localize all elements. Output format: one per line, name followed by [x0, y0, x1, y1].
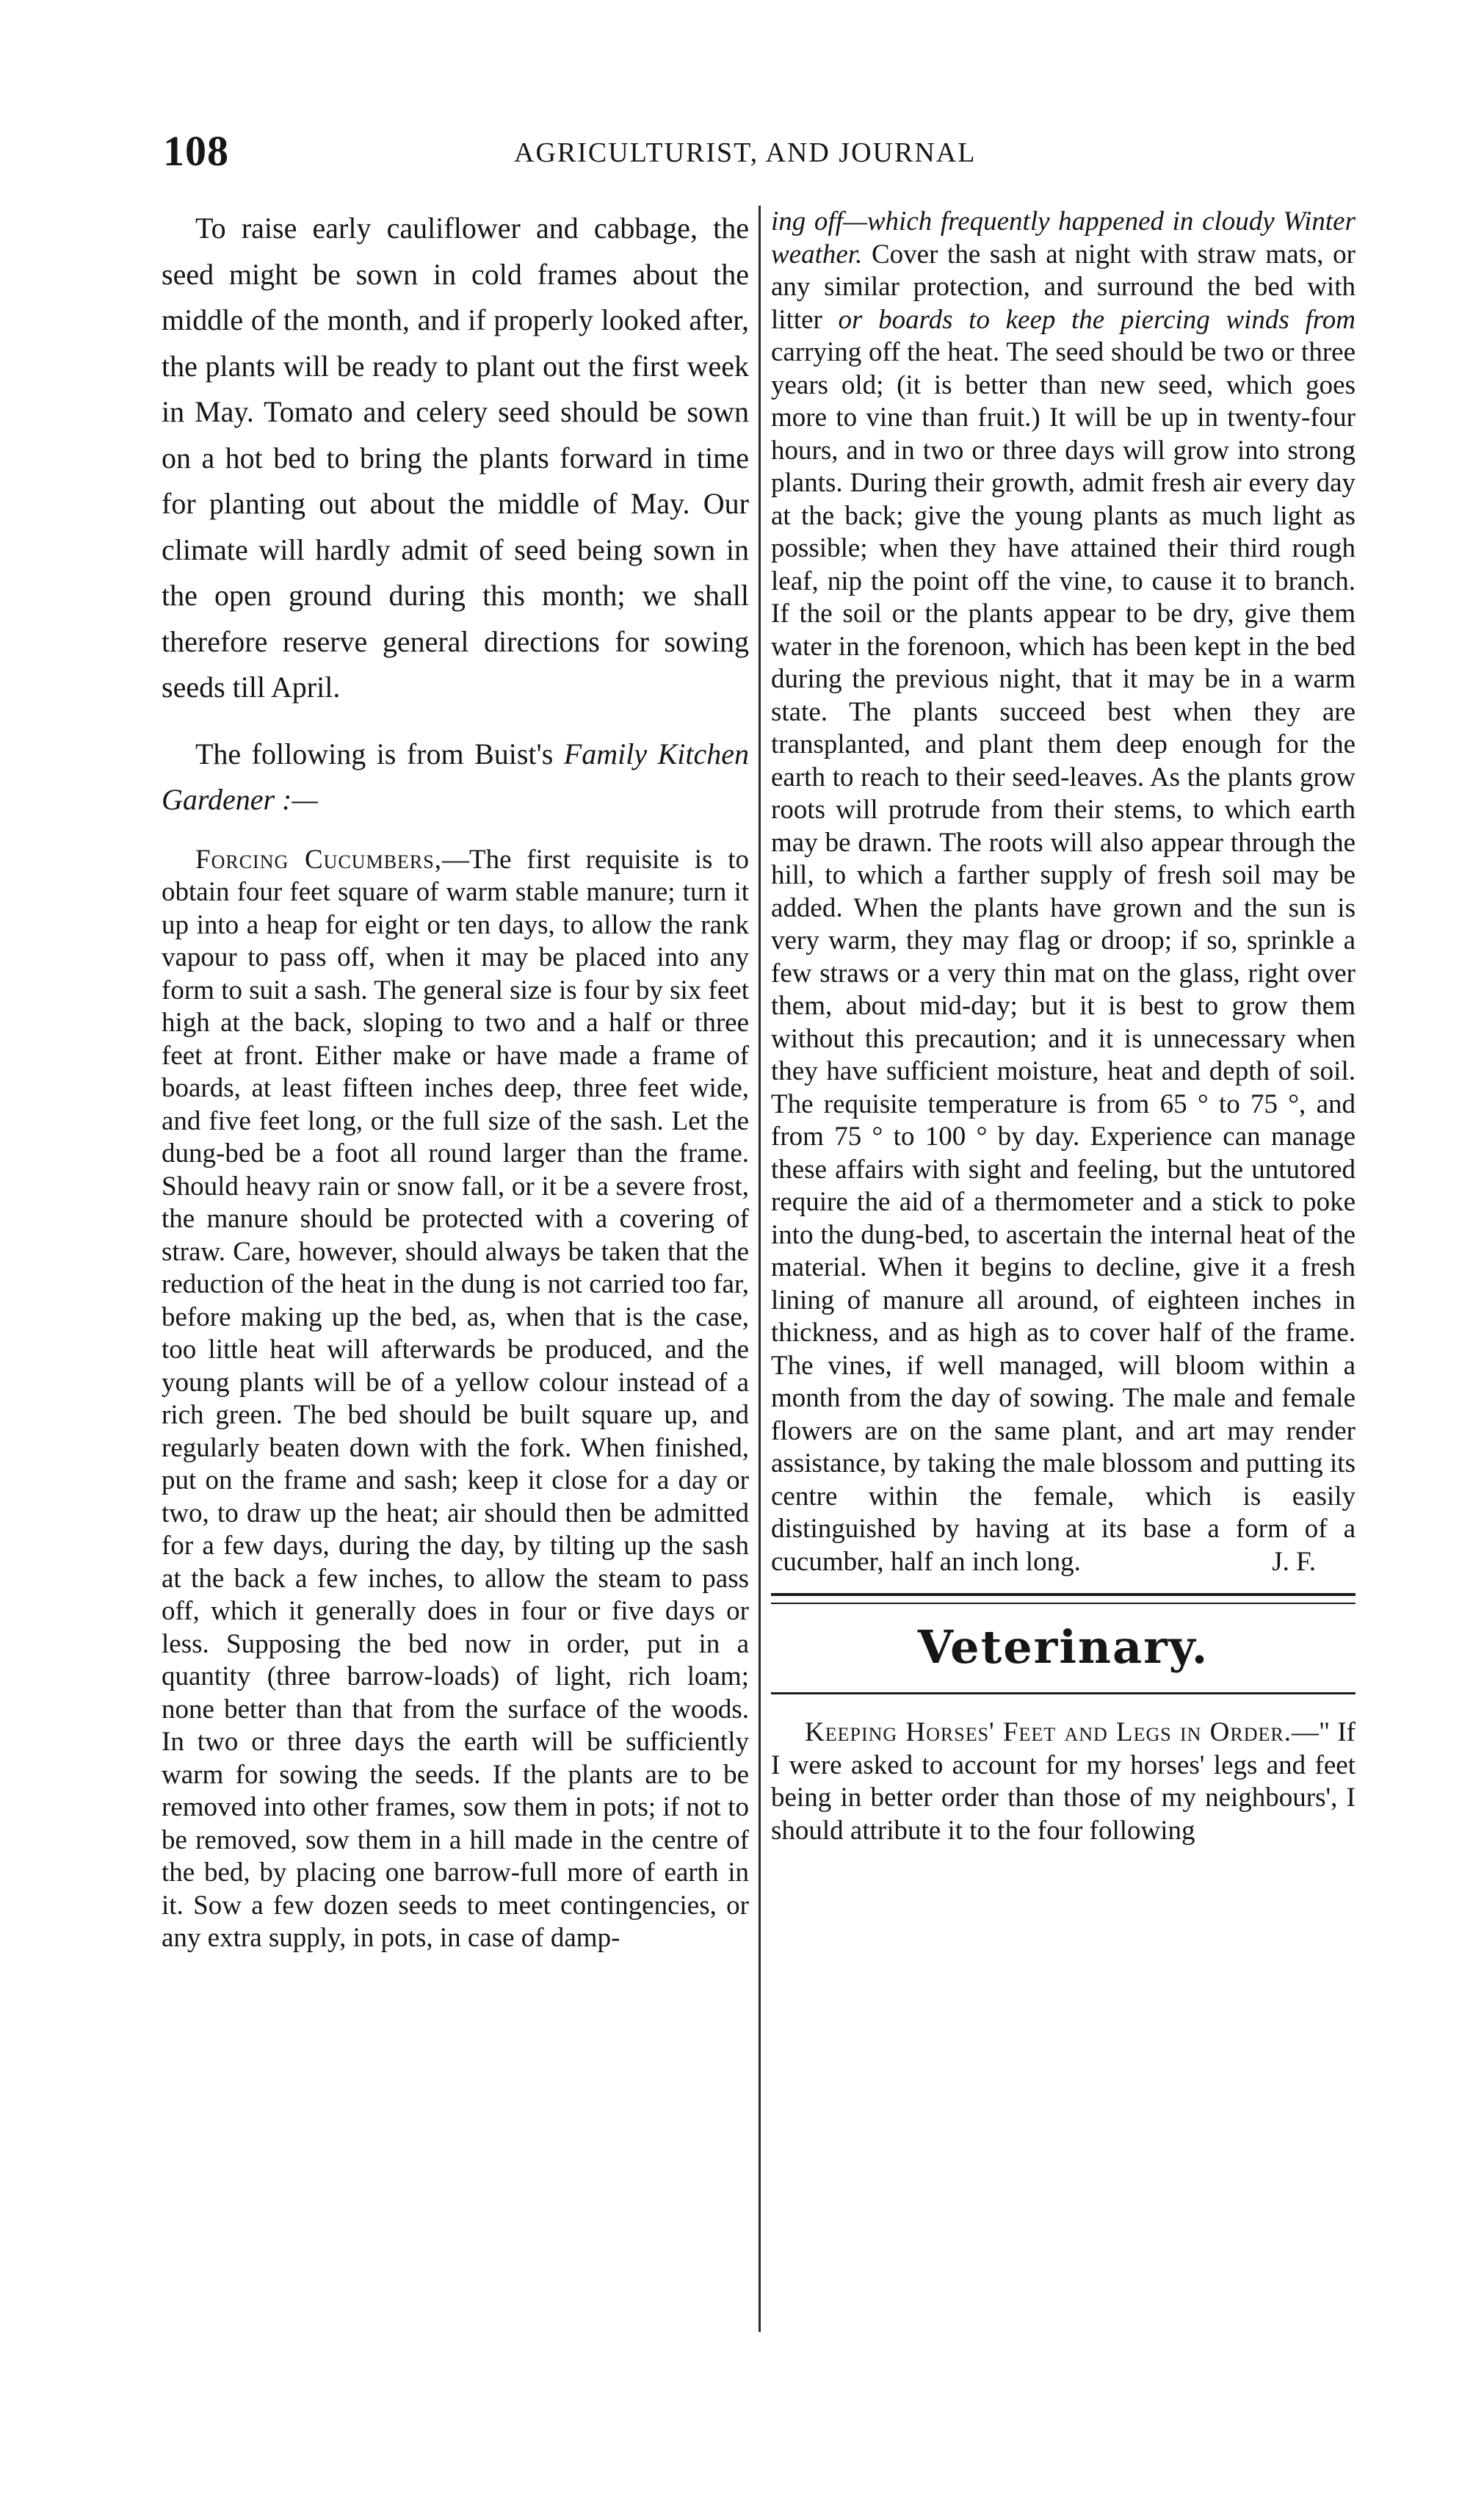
right-column — [771, 206, 1355, 1847]
column-divider — [759, 206, 761, 2332]
forcing-cucumbers-heading: Forcing Cucumbers, — [195, 844, 442, 875]
book-title: Family Kitchen Gardener :— — [162, 737, 749, 816]
forcing-cucumbers-body: —The first requisite is to obtain four feet square of warm stable manure; turn it up into a heap for eight or ten days, to allow the rank vapour to pass off, when it may be placed into any form to suit a sash. The general size is four by six feet high at the back, sloping to two and a half or three feet at front. Either make or have made a frame of boards, at least fifteen inches deep, three feet wide, and five feet long, or the full size of the sash. Let the dung-bed be a foot all round larger than the frame. Should heavy rain or snow fall, or it be a severe frost, the manure should be protected with a covering of straw. Care, however, should always be taken that the reduction of the heat in the dung is not carried too far, before making up the bed, as, when that is the case, too little heat will afterwards be produced, and the young plants will be of a yellow colour instead of a rich green. The bed should be built square up, and regularly beaten down with the fork. When finished, put on the frame and sash; keep it close for a day or two, to draw up the heat; air should then be admitted for a few days, during the day, by tilting up the sash at the back a few inches, to allow the steam to pass off, which it generally does in four or five days or less. Supposing the bed now in order, put in a quantity (three barrow-loads) of light, rich loam; none better than that from the surface of the woods. In two or three days the earth will be sufficiently warm for sowing the seeds. If the plants are to be removed into other frames, sow them in pots; if not to be removed, sow them in a hill made in the centre of the bed, by placing one barrow-full more of earth in it. Sow a few dozen seeds to meet contingencies, or any extra supply, in pots, in case of damp- — [162, 844, 749, 1953]
buist-intro-text: The following is from Buist's — [195, 737, 564, 770]
veterinary-section-title: Veterinary. — [917, 1620, 1209, 1674]
horses-feet-body: —" If I were asked to account for my horses' legs and feet being in better order than those of my neighbours', I should attribute it to the four following — [771, 1717, 1355, 1846]
page-number: 108 — [163, 127, 229, 175]
horses-feet-paragraph — [771, 1716, 1355, 1847]
section-rule — [771, 1692, 1355, 1694]
cucumber-continuation-paragraph — [771, 206, 1355, 1578]
horses-feet-heading: Keeping Horses' Feet and Legs in Order. — [805, 1717, 1292, 1747]
buist-intro-paragraph — [162, 732, 749, 823]
continuation-middle: Cover the sash at night with straw mats, or any similar protection, and surround the bed with litter — [771, 239, 1355, 335]
left-column — [162, 206, 749, 1955]
continuation-italic-opening: ing off—which frequently happened in cloudy Winter weather. — [771, 206, 1355, 270]
section-double-rule — [771, 1593, 1355, 1604]
cauliflower-paragraph: To raise early cauliflower and cabbage, the seed might be sown in cold frames about the middle of the month, and if properly looked after, the plants will be ready to plant out the first week in May. Tomato and celery seed should be sown on a hot bed to bring the plants forward in time for planting out about the middle of May. Our climate will hardly admit of seed being sown in the open ground during this month; we shall therefore reserve general directions for sowing seeds till April. — [162, 212, 749, 704]
forcing-cucumbers-paragraph — [162, 844, 749, 1955]
author-signature: J. F. — [1272, 1546, 1316, 1577]
continuation-body: carrying off the heat. The seed should be two or three years old; (it is better than new seed, which goes more to vine than fruit.) It will be up in twenty-four hours, and in two or three days will grow into strong plants. During their growth, admit fresh air every day at the back; give the young plants as much light as possible; when they have attained their third rough leaf, nip the point off the vine, to cause it to branch. If the soil or the plants appear to be dry, give them water in the forenoon, which has been kept in the bed during the previous night, that it may be in a warm state. The plants succeed best when they are transplanted, and plant them deep enough for the earth to reach to their seed-leaves. As the plants grow roots will protrude from their stems, to which earth may be drawn. The roots will also appear through the hill, to which a farther supply of fresh soil may be added. When the plants have grown and the sun is very warm, they may flag or droop; if so, sprinkle a few straws or a very thin mat on the glass, right over them, about mid-day; but it is best to grow them without this precaution; and it is unnecessary when they have sufficient moisture, heat and depth of soil. The requisite temperature is from 65 ° to 75 °, and from 75 ° to 100 ° by day. Experience can manage these affairs with sight and feeling, but the untutored require the aid of a thermometer and a stick to poke into the dung-bed, to ascertain the internal heat of the material. When it begins to decline, give it a fresh lining of manure all around, of eighteen inches in thickness, and as high as to cover half of the frame. The vines, if well managed, will bloom within a month from the day of sowing. The male and female flowers are on the same plant, and art may render assistance, by taking the male blossom and putting its centre within the female, which is easily distinguished by having at its base a form of a cucumber, half an inch long. — [771, 337, 1355, 1577]
continuation-italic-phrase: or boards to keep the piercing winds from — [838, 304, 1355, 335]
running-head: AGRICULTURIST, AND JOURNAL — [514, 137, 977, 168]
